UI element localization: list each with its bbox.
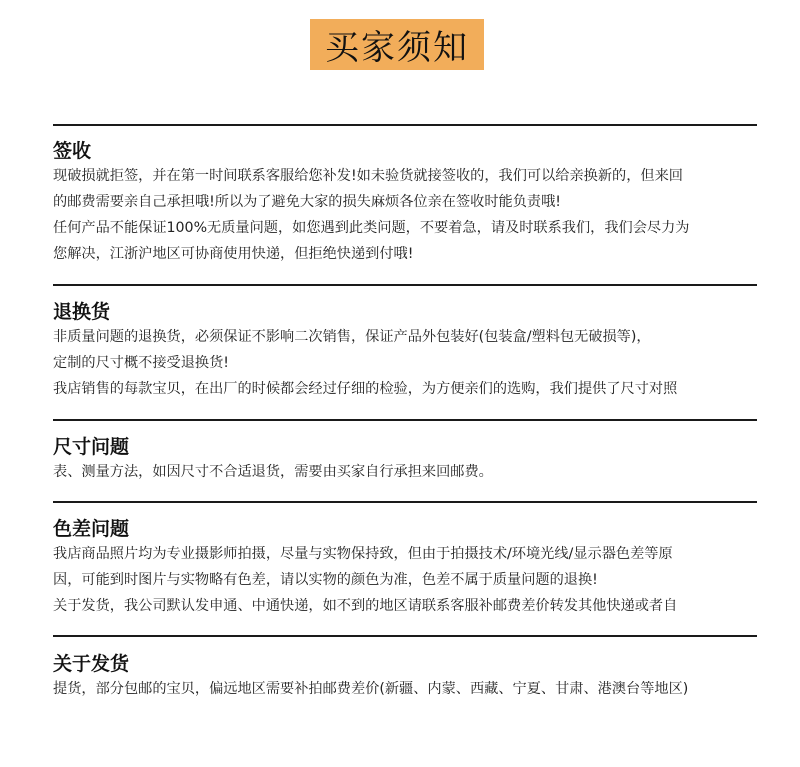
shipping-line-1: 提货，部分包邮的宝贝，偏远地区需要补拍邮费差价(新疆、内蒙、西藏、宁夏、甘肃、港澳台等地区) <box>53 681 689 697</box>
section-heading-color: 色差问题 <box>53 518 130 540</box>
returns-line-1: 非质量问题的退换货，必须保证不影响二次销售，保证产品外包装好(包装盒/塑料包无破损等)， <box>53 329 651 345</box>
section-returns <box>53 301 763 402</box>
signing-line-2: 的邮费需要亲自己承担哦!所以为了避免大家的损失麻烦各位亲在签收时能负责哦! <box>53 194 561 210</box>
page-title: 买家须知 <box>310 19 484 70</box>
divider <box>53 635 757 637</box>
divider <box>53 419 757 421</box>
color-line-1: 我店商品照片均为专业摄影师拍摄，尽量与实物保持致，但由于拍摄技术/环境光线/显示器色差等原 <box>53 546 673 562</box>
section-heading-signing: 签收 <box>53 140 92 162</box>
color-line-3: 关于发货，我公司默认发申通、中通快递，如不到的地区请联系客服补邮费差价转发其他快递或者自 <box>53 598 678 614</box>
divider <box>53 284 757 286</box>
section-heading-returns: 退换货 <box>53 301 111 323</box>
divider <box>53 501 757 503</box>
divider <box>53 124 757 126</box>
section-heading-size: 尺寸问题 <box>53 436 130 458</box>
section-size <box>53 436 763 485</box>
returns-line-3: 我店销售的每款宝贝，在出厂的时候都会经过仔细的检验，为方便亲们的选购，我们提供了尺寸对照 <box>53 381 678 397</box>
color-line-2: 因，可能到时图片与实物略有色差，请以实物的颜色为准，色差不属于质量问题的退换! <box>53 572 598 588</box>
signing-line-4: 您解决，江浙沪地区可协商使用快递，但拒绝快递到付哦! <box>53 246 414 262</box>
section-color <box>53 518 763 619</box>
section-heading-shipping: 关于发货 <box>53 653 130 675</box>
signing-line-3: 任何产品不能保证100%无质量问题，如您遇到此类问题，不要着急，请及时联系我们，我们会尽力为 <box>53 220 690 236</box>
size-line-1: 表、测量方法，如因尺寸不合适退货，需要由买家自行承担来回邮费。 <box>53 464 493 480</box>
signing-line-1: 现破损就拒签，并在第一时间联系客服给您补发!如未验货就接签收的，我们可以给亲换新的，但来回 <box>53 168 683 184</box>
returns-line-2: 定制的尺寸概不接受退换货! <box>53 355 229 371</box>
section-signing <box>53 140 763 267</box>
section-shipping <box>53 653 763 702</box>
